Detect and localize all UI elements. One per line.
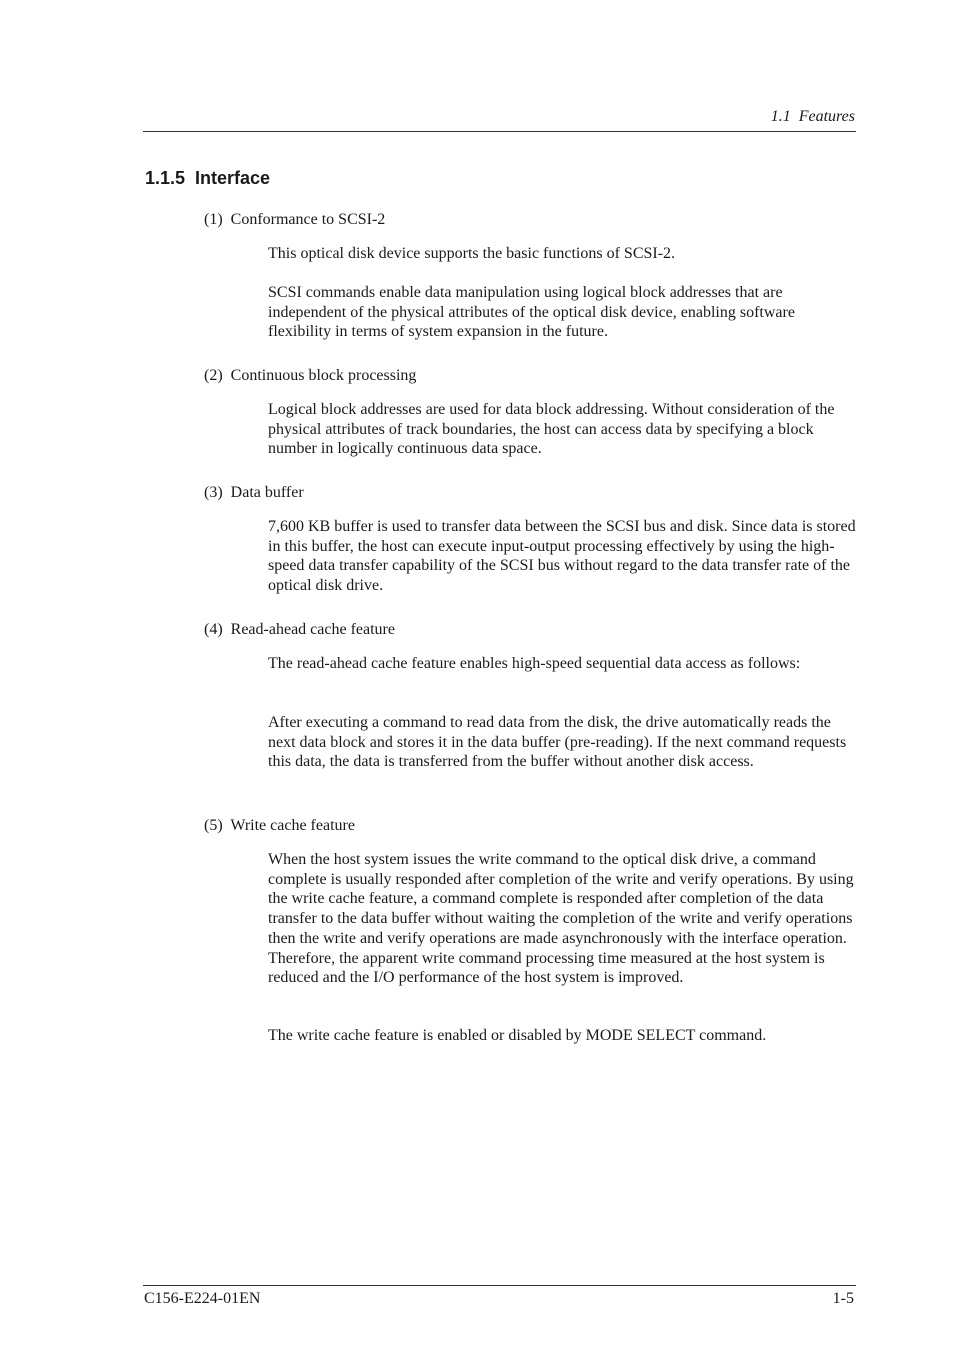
item-paragraph: After executing a command to read data from the disk, the drive automatically reads the next data block and stores it in the data buffer (pre-reading). If the next command requests this data, the data is transferred from the buffer without another disk access. (268, 714, 847, 771)
item-paragraph: When the host system issues the write command to the optical disk drive, a command complete is usually responded after completion of the write and verify operations. By using the write cache feature, a command complete is responded after completion of the data transfer to the data buffer without waiting the completion of the write and verify operations then the write and verify operations are made asynchronously with the interface operation. Therefore, the apparent write command processing time measured at the host system is reduced and the I/O performance of the host system is improved. (268, 851, 854, 987)
item-paragraph: Logical block addresses are used for data block addressing. Without consideration of the physical attributes of track boundaries, the host can access data by specifying a block number in logically continuous data space. (268, 401, 835, 458)
item-heading-read-ahead: (4) Read-ahead cache feature (204, 621, 395, 638)
item-paragraph: 7,600 KB buffer is used to transfer data between the SCSI bus and disk. Since data is stored in this buffer, the host can execute input-output processing effectively by using the high-speed data transfer capability of the SCSI bus without regard to the data transfer rate of the optical disk drive. (268, 518, 856, 595)
document-id: C156-E224-01EN (144, 1290, 261, 1307)
header-rule (143, 131, 856, 132)
item-heading-conformance: (1) Conformance to SCSI-2 (204, 211, 386, 228)
item-heading-continuous-block: (2) Continuous block processing (204, 367, 417, 384)
item-paragraph: This optical disk device supports the basic functions of SCSI-2. (268, 245, 676, 262)
running-header: 1.1 Features (770, 108, 855, 125)
item-paragraph: The write cache feature is enabled or disabled by MODE SELECT command. (268, 1027, 767, 1044)
page-number: 1-5 (832, 1290, 854, 1307)
item-paragraph: The read-ahead cache feature enables high-speed sequential data access as follows: (268, 655, 801, 672)
section-title: 1.1.5 Interface (145, 168, 271, 188)
item-heading-write-cache: (5) Write cache feature (204, 817, 355, 834)
footer-rule (143, 1285, 856, 1286)
item-paragraph: SCSI commands enable data manipulation using logical block addresses that are independent of the physical attributes of the optical disk device, enabling software flexibility in terms of system expansion in the future. (268, 284, 795, 341)
item-heading-data-buffer: (3) Data buffer (204, 484, 304, 501)
